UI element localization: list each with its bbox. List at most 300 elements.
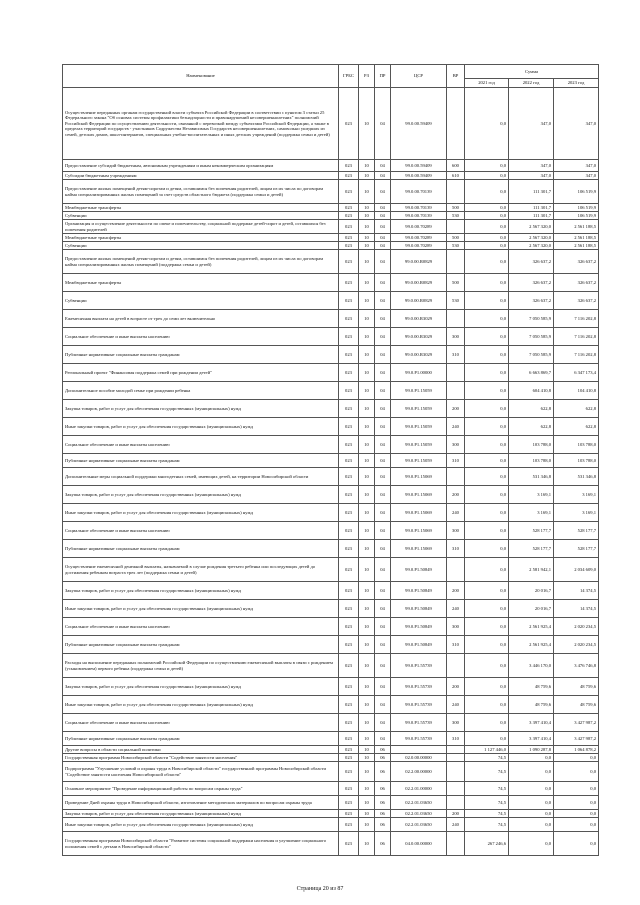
row-sum-2022: 1 090 287,8: [509, 746, 554, 754]
row-sum-2022: 3 397 410,4: [509, 732, 554, 746]
row-pr: 04: [375, 382, 391, 400]
row-sum-2021: 0,0: [465, 180, 509, 204]
row-csr: 02.0.00.00000: [391, 754, 447, 762]
row-sum-2023: 3 476 746,8: [554, 654, 599, 678]
row-pr: 04: [375, 582, 391, 600]
row-pr: 04: [375, 618, 391, 636]
table-row: [63, 468, 599, 486]
row-sum-2022: 48 759,6: [509, 696, 554, 714]
row-name: Межбюджетные трансферты: [63, 274, 339, 292]
row-sum-2021: 0,0: [465, 468, 509, 486]
row-pr: 04: [375, 274, 391, 292]
row-sum-2021: 0,0: [465, 732, 509, 746]
row-sum-2023: 2 561 188,5: [554, 242, 599, 250]
row-name: Государственная программа Новосибирской области "Развитие системы социальной поддержки населения и улучшение социального положения семей с детьми в Новосибирской области": [63, 832, 339, 856]
row-name: Предоставление субсидий бюджетным, автономным учреждениям и иным некоммерческим организациям: [63, 160, 339, 172]
row-grbs: 023: [339, 522, 359, 540]
row-sum-2022: 0,0: [509, 754, 554, 762]
row-vr: 300: [447, 714, 465, 732]
row-sum-2021: 0,0: [465, 242, 509, 250]
row-name: Социальное обеспечение и иные выплаты населению: [63, 714, 339, 732]
row-vr: [447, 88, 465, 160]
row-sum-2023: 106 519,9: [554, 180, 599, 204]
row-rz: 10: [359, 636, 375, 654]
row-sum-2021: 0,0: [465, 364, 509, 382]
row-csr: 02.2.00.00000: [391, 762, 447, 782]
row-grbs: 023: [339, 292, 359, 310]
row-grbs: 023: [339, 762, 359, 782]
row-sum-2022: 528 177,7: [509, 540, 554, 558]
row-sum-2023: 326 637,2: [554, 274, 599, 292]
row-vr: 530: [447, 292, 465, 310]
row-grbs: 023: [339, 234, 359, 242]
row-csr: 99.0.P1.55739: [391, 696, 447, 714]
row-sum-2022: 103 788,0: [509, 454, 554, 468]
row-sum-2022: 0,0: [509, 762, 554, 782]
row-name: Закупка товаров, работ и услуг для обеспечения государственных (муниципальных) нужд: [63, 582, 339, 600]
row-csr: 99.0.00.70139: [391, 212, 447, 220]
row-csr: 99.0.P1.50849: [391, 636, 447, 654]
row-sum-2021: 0,0: [465, 436, 509, 454]
row-rz: 10: [359, 468, 375, 486]
row-sum-2022: 20 016,7: [509, 582, 554, 600]
row-sum-2022: 347,0: [509, 88, 554, 160]
row-sum-2023: 622,8: [554, 400, 599, 418]
row-rz: 10: [359, 486, 375, 504]
table-row: [63, 382, 599, 400]
row-sum-2021: 0,0: [465, 540, 509, 558]
row-grbs: 023: [339, 346, 359, 364]
row-rz: 10: [359, 714, 375, 732]
row-sum-2022: 2 567 320,0: [509, 220, 554, 234]
row-grbs: 023: [339, 810, 359, 818]
row-name: Публичные нормативные социальные выплаты гражданам: [63, 732, 339, 746]
row-csr: 99.0.P1.55739: [391, 732, 447, 746]
row-pr: 04: [375, 436, 391, 454]
row-grbs: 023: [339, 454, 359, 468]
row-sum-2023: 106 519,9: [554, 204, 599, 212]
row-grbs: 023: [339, 242, 359, 250]
row-sum-2021: 0,0: [465, 220, 509, 234]
row-pr: 04: [375, 678, 391, 696]
row-pr: 06: [375, 832, 391, 856]
row-sum-2023: 528 177,7: [554, 540, 599, 558]
row-sum-2021: 0,0: [465, 654, 509, 678]
table-row: [63, 746, 599, 754]
row-pr: 04: [375, 454, 391, 468]
row-pr: 04: [375, 88, 391, 160]
table-row: [63, 636, 599, 654]
row-sum-2021: 74,5: [465, 782, 509, 796]
row-sum-2021: 74,5: [465, 754, 509, 762]
row-sum-2021: 0,0: [465, 234, 509, 242]
row-sum-2022: 622,8: [509, 400, 554, 418]
row-rz: 10: [359, 310, 375, 328]
row-name: Закупка товаров, работ и услуг для обеспечения государственных (муниципальных) нужд: [63, 486, 339, 504]
row-pr: 04: [375, 600, 391, 618]
row-sum-2021: 0,0: [465, 714, 509, 732]
table-row: [63, 654, 599, 678]
row-sum-2022: 3 169,1: [509, 486, 554, 504]
row-csr: 99.0.00.R3029: [391, 328, 447, 346]
row-csr: 99.0.P1.15069: [391, 486, 447, 504]
row-name: Субвенции: [63, 292, 339, 310]
table-row: [63, 328, 599, 346]
row-grbs: 023: [339, 796, 359, 810]
row-rz: 10: [359, 818, 375, 832]
row-pr: 06: [375, 796, 391, 810]
table-row: [63, 782, 599, 796]
table-row: [63, 582, 599, 600]
row-sum-2022: 347,0: [509, 160, 554, 172]
row-csr: 99.0.P1.50849: [391, 600, 447, 618]
row-name: Иные закупки товаров, работ и услуг для обеспечения государственных (муниципальных) нужд: [63, 418, 339, 436]
row-sum-2022: 604 410,8: [509, 382, 554, 400]
row-sum-2021: 0,0: [465, 310, 509, 328]
row-rz: 10: [359, 678, 375, 696]
row-rz: 10: [359, 504, 375, 522]
row-sum-2022: 622,8: [509, 418, 554, 436]
row-pr: 04: [375, 732, 391, 746]
row-sum-2023: 0,0: [554, 796, 599, 810]
row-rz: 10: [359, 234, 375, 242]
row-grbs: 023: [339, 212, 359, 220]
row-sum-2022: 3 397 410,4: [509, 714, 554, 732]
row-sum-2023: 2 561 188,5: [554, 234, 599, 242]
row-csr: 02.2.01.03650: [391, 818, 447, 832]
row-rz: 10: [359, 274, 375, 292]
row-rz: 10: [359, 696, 375, 714]
row-grbs: 023: [339, 732, 359, 746]
row-sum-2023: 2 020 234,5: [554, 636, 599, 654]
row-grbs: 023: [339, 328, 359, 346]
row-vr: 310: [447, 454, 465, 468]
table-row: [63, 250, 599, 274]
row-pr: 04: [375, 540, 391, 558]
row-grbs: 023: [339, 486, 359, 504]
row-pr: 04: [375, 418, 391, 436]
table-row: [63, 762, 599, 782]
row-sum-2023: 7 116 202,8: [554, 310, 599, 328]
row-sum-2021: 0,0: [465, 504, 509, 522]
table-row: [63, 364, 599, 382]
row-name: Закупка товаров, работ и услуг для обеспечения государственных (муниципальных) нужд: [63, 810, 339, 818]
row-sum-2022: 528 177,7: [509, 522, 554, 540]
table-row: [63, 310, 599, 328]
row-rz: 10: [359, 88, 375, 160]
row-name: Социальное обеспечение и иные выплаты населению: [63, 328, 339, 346]
row-pr: 04: [375, 234, 391, 242]
header-rz: РЗ: [359, 65, 375, 88]
row-csr: 02.2.01.00000: [391, 782, 447, 796]
row-name: Субвенции: [63, 242, 339, 250]
row-csr: 02.2.01.03650: [391, 796, 447, 810]
table-row: [63, 504, 599, 522]
row-rz: 10: [359, 436, 375, 454]
table-row: [63, 234, 599, 242]
row-sum-2023: 14 374,5: [554, 600, 599, 618]
row-sum-2023: 103 788,0: [554, 454, 599, 468]
row-csr: 99.0.00.59409: [391, 88, 447, 160]
row-sum-2023: 3 427 987,2: [554, 732, 599, 746]
row-sum-2021: 0,0: [465, 418, 509, 436]
row-sum-2021: 1 127 446,0: [465, 746, 509, 754]
row-sum-2022: 0,0: [509, 810, 554, 818]
table-row: [63, 796, 599, 810]
row-csr: 99.0.P1.50849: [391, 558, 447, 582]
row-csr: 99.0.P1.55739: [391, 714, 447, 732]
row-sum-2023: 1 064 878,2: [554, 746, 599, 754]
row-rz: 10: [359, 600, 375, 618]
table-row: [63, 810, 599, 818]
row-rz: 10: [359, 220, 375, 234]
row-csr: 99.0.P1.15059: [391, 382, 447, 400]
row-sum-2023: 3 169,1: [554, 504, 599, 522]
row-vr: 200: [447, 486, 465, 504]
row-name: Подпрограмма "Улучшение условий и охраны труда в Новосибирской области" государственной программы Новосибирской области "Содействие занятости населения Новосибирской области": [63, 762, 339, 782]
row-pr: 04: [375, 468, 391, 486]
row-sum-2022: 2 567 320,0: [509, 242, 554, 250]
header-year-2021: 2021 год: [465, 79, 509, 88]
table-row: [63, 220, 599, 234]
row-sum-2023: 48 759,6: [554, 696, 599, 714]
table-row: [63, 160, 599, 172]
row-csr: 99.0.00.R3029: [391, 346, 447, 364]
row-name: Основное мероприятие "Проведение информационной работы по вопросам охраны труда": [63, 782, 339, 796]
row-csr: 99.0.P1.15059: [391, 418, 447, 436]
header-year-2022: 2022 год: [509, 79, 554, 88]
row-rz: 10: [359, 654, 375, 678]
row-sum-2021: 267 246,6: [465, 832, 509, 856]
row-sum-2021: 0,0: [465, 558, 509, 582]
row-sum-2022: 2 567 320,0: [509, 234, 554, 242]
table-row: [63, 172, 599, 180]
row-rz: 10: [359, 810, 375, 818]
row-pr: 06: [375, 818, 391, 832]
row-csr: 99.0.P1.50849: [391, 618, 447, 636]
row-sum-2021: 0,0: [465, 696, 509, 714]
row-rz: 10: [359, 160, 375, 172]
row-vr: 300: [447, 522, 465, 540]
row-sum-2021: 0,0: [465, 250, 509, 274]
row-grbs: 023: [339, 204, 359, 212]
header-csr: ЦСР: [391, 65, 447, 88]
row-sum-2023: 622,8: [554, 418, 599, 436]
row-sum-2021: 0,0: [465, 400, 509, 418]
row-name: Другие вопросы в области социальной политики: [63, 746, 339, 754]
row-sum-2021: 0,0: [465, 454, 509, 468]
table-row: [63, 618, 599, 636]
row-pr: 06: [375, 762, 391, 782]
row-grbs: 023: [339, 220, 359, 234]
row-grbs: 023: [339, 400, 359, 418]
row-sum-2023: 6 347 173,4: [554, 364, 599, 382]
row-sum-2022: 326 637,2: [509, 250, 554, 274]
row-sum-2023: 3 427 987,2: [554, 714, 599, 732]
row-name: Дополнительные меры социальной поддержки многодетных семей, имеющих детей, на территории Новосибирской области: [63, 468, 339, 486]
row-sum-2021: 0,0: [465, 172, 509, 180]
row-pr: 06: [375, 754, 391, 762]
row-rz: 10: [359, 746, 375, 754]
row-rz: 10: [359, 732, 375, 746]
row-sum-2022: 20 016,7: [509, 600, 554, 618]
header-grbs: ГРБС: [339, 65, 359, 88]
row-vr: [447, 220, 465, 234]
row-grbs: 023: [339, 88, 359, 160]
row-pr: 04: [375, 636, 391, 654]
row-rz: 10: [359, 242, 375, 250]
row-sum-2021: 0,0: [465, 636, 509, 654]
row-sum-2022: 111 301,7: [509, 204, 554, 212]
budget-table: [62, 64, 599, 856]
row-sum-2023: 2 034 609,0: [554, 558, 599, 582]
row-sum-2022: 111 301,7: [509, 212, 554, 220]
row-csr: 02.2.01.03650: [391, 810, 447, 818]
row-sum-2021: 0,0: [465, 274, 509, 292]
row-name: Закупка товаров, работ и услуг для обеспечения государственных (муниципальных) нужд: [63, 678, 339, 696]
row-sum-2021: 74,5: [465, 762, 509, 782]
row-rz: 10: [359, 762, 375, 782]
row-sum-2023: 0,0: [554, 754, 599, 762]
header-sums: Сумма: [465, 65, 599, 79]
row-csr: 99.0.P1.15069: [391, 540, 447, 558]
table-row: [63, 212, 599, 220]
row-vr: [447, 796, 465, 810]
row-rz: 10: [359, 204, 375, 212]
row-sum-2023: 0,0: [554, 818, 599, 832]
row-pr: 04: [375, 242, 391, 250]
row-grbs: 023: [339, 818, 359, 832]
row-pr: 06: [375, 782, 391, 796]
row-csr: 99.0.00.59409: [391, 172, 447, 180]
row-sum-2023: 7 116 202,8: [554, 346, 599, 364]
row-name: Социальное обеспечение и иные выплаты населению: [63, 436, 339, 454]
row-sum-2021: 0,0: [465, 204, 509, 212]
row-sum-2023: 0,0: [554, 810, 599, 818]
row-sum-2022: 3 446 170,0: [509, 654, 554, 678]
table-row: [63, 678, 599, 696]
row-csr: 99.0.P1.00000: [391, 364, 447, 382]
row-sum-2021: 0,0: [465, 212, 509, 220]
row-name: Межбюджетные трансферты: [63, 234, 339, 242]
table-row: [63, 242, 599, 250]
row-sum-2021: 0,0: [465, 88, 509, 160]
table-row: [63, 400, 599, 418]
row-name: Иные закупки товаров, работ и услуг для обеспечения государственных (муниципальных) нужд: [63, 696, 339, 714]
row-sum-2022: 2 581 942,1: [509, 558, 554, 582]
row-sum-2021: 0,0: [465, 678, 509, 696]
row-rz: 10: [359, 832, 375, 856]
row-grbs: 023: [339, 250, 359, 274]
row-sum-2022: 326 637,2: [509, 274, 554, 292]
row-rz: 10: [359, 540, 375, 558]
row-sum-2022: 7 050 585,9: [509, 310, 554, 328]
row-csr: [391, 746, 447, 754]
row-rz: 10: [359, 754, 375, 762]
row-pr: 04: [375, 328, 391, 346]
row-name: Проведение Дней охраны труда в Новосибирской области, изготовление методических материалов по вопросам охраны труда: [63, 796, 339, 810]
row-name: Закупка товаров, работ и услуг для обеспечения государственных (муниципальных) нужд: [63, 400, 339, 418]
row-vr: [447, 746, 465, 754]
row-pr: 04: [375, 172, 391, 180]
row-rz: 10: [359, 328, 375, 346]
row-sum-2023: 0,0: [554, 782, 599, 796]
row-rz: 10: [359, 364, 375, 382]
row-pr: 04: [375, 364, 391, 382]
row-grbs: 023: [339, 382, 359, 400]
row-sum-2022: 2 561 925,4: [509, 618, 554, 636]
table-row: [63, 346, 599, 364]
row-grbs: 023: [339, 504, 359, 522]
row-vr: 240: [447, 504, 465, 522]
row-sum-2023: 14 374,5: [554, 582, 599, 600]
row-sum-2023: 326 637,2: [554, 250, 599, 274]
row-grbs: 023: [339, 558, 359, 582]
row-csr: 99.0.00.70289: [391, 220, 447, 234]
row-sum-2021: 74,5: [465, 810, 509, 818]
row-pr: 04: [375, 714, 391, 732]
row-csr: 99.0.P1.15069: [391, 468, 447, 486]
row-csr: 99.0.P1.15069: [391, 504, 447, 522]
row-pr: 04: [375, 212, 391, 220]
row-vr: 530: [447, 212, 465, 220]
table-row: [63, 522, 599, 540]
row-vr: 530: [447, 242, 465, 250]
row-rz: 10: [359, 418, 375, 436]
row-vr: [447, 310, 465, 328]
row-grbs: 023: [339, 746, 359, 754]
header-vr: ВР: [447, 65, 465, 88]
row-sum-2022: 7 050 585,9: [509, 328, 554, 346]
row-pr: 04: [375, 522, 391, 540]
table-row: [63, 754, 599, 762]
table-row: [63, 714, 599, 732]
row-pr: 04: [375, 400, 391, 418]
row-name: Предоставление жилых помещений детям-сиротам и детям, оставшимся без попечения родителей, лицам из их числа по договорам найма специализированных жилых помещений за счет средств областного бюджета (поддержка семьи и детей): [63, 180, 339, 204]
row-sum-2023: 48 759,6: [554, 678, 599, 696]
row-name: Иные закупки товаров, работ и услуг для обеспечения государственных (муниципальных) нужд: [63, 504, 339, 522]
row-sum-2022: 111 301,7: [509, 180, 554, 204]
row-pr: 04: [375, 346, 391, 364]
row-rz: 10: [359, 382, 375, 400]
row-sum-2021: 0,0: [465, 292, 509, 310]
table-row: [63, 418, 599, 436]
row-grbs: 023: [339, 418, 359, 436]
table-row: [63, 600, 599, 618]
table-body: [63, 88, 599, 856]
row-vr: 200: [447, 810, 465, 818]
row-rz: 10: [359, 212, 375, 220]
row-name: Организация и осуществление деятельности по опеке и попечительству, социальной поддержке детей-сирот и детей, оставшихся без попечения родителей: [63, 220, 339, 234]
row-csr: 99.0.00.70139: [391, 204, 447, 212]
row-sum-2021: 0,0: [465, 382, 509, 400]
row-sum-2022: 48 759,6: [509, 678, 554, 696]
row-sum-2023: 7 116 202,8: [554, 328, 599, 346]
row-sum-2022: 326 637,2: [509, 292, 554, 310]
row-rz: 10: [359, 172, 375, 180]
table-row: [63, 454, 599, 468]
row-rz: 10: [359, 346, 375, 364]
header-pr: ПР: [375, 65, 391, 88]
row-sum-2021: 0,0: [465, 160, 509, 172]
row-name: Субсидии бюджетным учреждениям: [63, 172, 339, 180]
table-row: [63, 732, 599, 746]
row-sum-2021: 0,0: [465, 486, 509, 504]
row-grbs: 023: [339, 436, 359, 454]
table-row: [63, 292, 599, 310]
row-csr: 99.0.P1.50849: [391, 582, 447, 600]
row-vr: [447, 558, 465, 582]
